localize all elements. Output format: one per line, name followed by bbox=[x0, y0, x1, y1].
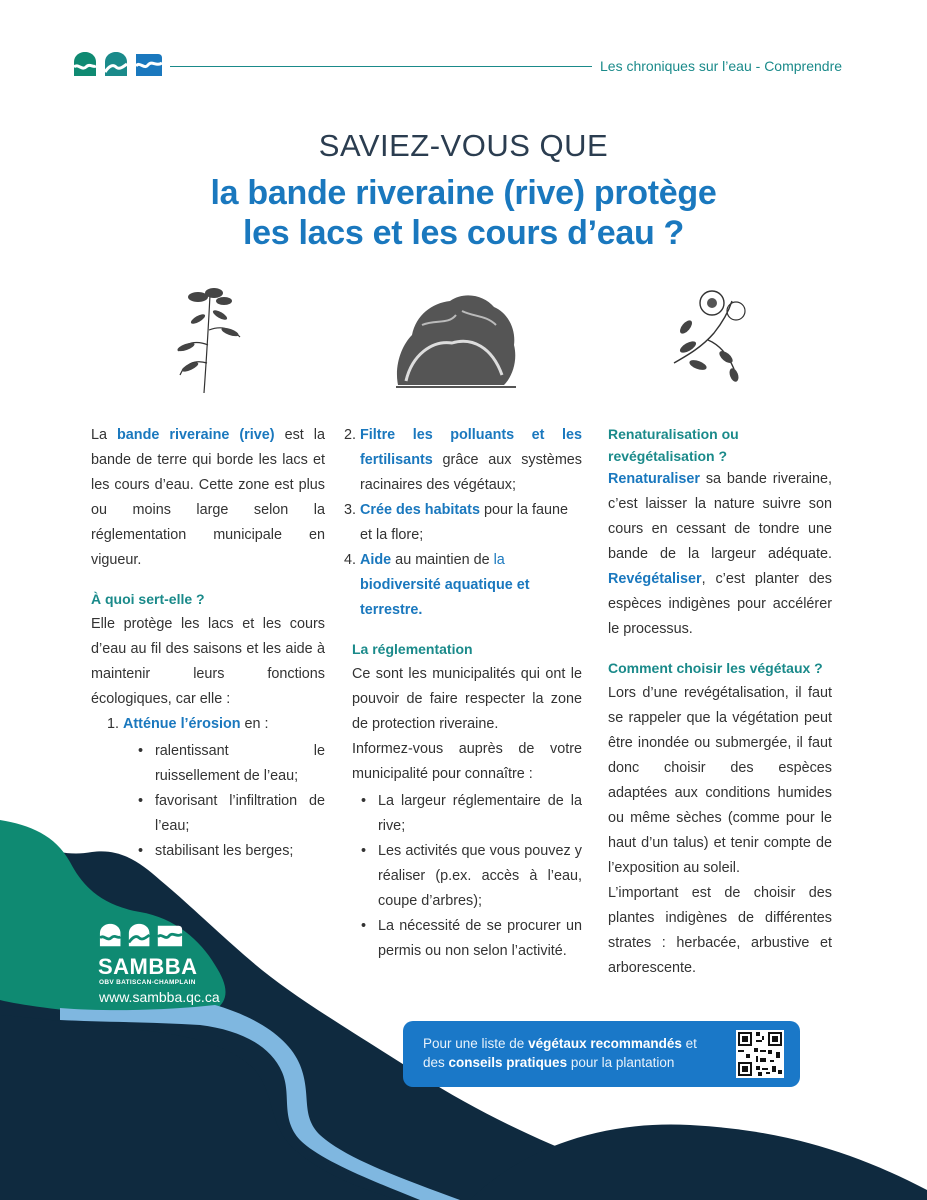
shrub-illustration bbox=[392, 285, 520, 395]
choose-paragraph-2: L’important est de choisir des plantes indigènes de différentes strates : herbacée, arbustive et arborescente. bbox=[608, 885, 832, 976]
qr-code-icon[interactable] bbox=[736, 1030, 784, 1078]
list-item-1: 1. Atténue l’érosion en : bbox=[107, 716, 269, 732]
section-heading-role: À quoi sert-elle ? bbox=[91, 591, 205, 607]
regulation-bullets bbox=[344, 789, 582, 964]
erosion-bullets bbox=[91, 739, 325, 864]
title-line-1: la bande riveraine (rive) protège bbox=[210, 174, 717, 212]
list-item: • favorisant l’infiltration de l’eau; bbox=[129, 789, 325, 839]
renaturalisation-paragraph: Renaturaliser sa bande riveraine, c’est laisser la nature suivre son cours en cessant de tondre une bande de la largeur adéquate. Revégétaliser, c’est planter des espèces indigènes pour accélérer le processus. bbox=[608, 471, 832, 637]
choose-paragraph-1: Lors d’une revégétalisation, il faut se rappeler que la végétation peut être inondée ou submergée, il faut donc choisir des espèces adaptées aux conditions humides ou même sèches (comme pour le haut d’un talus) et tenir compte de l’exposition au soleil. bbox=[608, 685, 832, 876]
column-3 bbox=[608, 423, 832, 981]
herb-illustration bbox=[168, 285, 248, 395]
resources-callout[interactable] bbox=[403, 1021, 800, 1087]
sambba-logo-icon bbox=[72, 50, 164, 80]
sambba-brand-logo-icon bbox=[98, 922, 184, 950]
list-item-2: 2. Filtre les polluants et les fertilisants grâce aux systèmes racinaires des végétaux; bbox=[344, 427, 582, 493]
regulation-paragraph-1: Ce sont les municipalités qui ont le pouvoir de faire respecter la zone de protection riveraine. bbox=[352, 666, 582, 732]
term-bande-riveraine: bande riveraine (rive) bbox=[117, 427, 275, 443]
brand-url-link[interactable]: www.sambba.qc.ca bbox=[99, 989, 220, 1005]
role-paragraph: Elle protège les lacs et les cours d’eau au fil des saisons et les aide à maintenir leurs fonctions écologiques, car elle : bbox=[91, 616, 325, 707]
callout-text: Pour une liste de végétaux recommandés et des conseils pratiques pour la plantation bbox=[423, 1036, 697, 1070]
section-heading-renaturalisation: Renaturalisation ou revégétalisation ? bbox=[608, 426, 739, 464]
list-item-3: 3. Crée des habitats pour la faune et la flore; bbox=[344, 502, 568, 543]
kicker-heading: SAVIEZ-VOUS QUE bbox=[318, 128, 609, 163]
brand-name: SAMBBA bbox=[98, 954, 198, 979]
tree-branch-illustration bbox=[668, 285, 758, 395]
section-heading-choose: Comment choisir les végétaux ? bbox=[608, 660, 823, 676]
list-item: • stabilisant les berges; bbox=[129, 839, 325, 864]
column-2 bbox=[344, 423, 582, 964]
regulation-paragraph-2: Informez-vous auprès de votre municipalité pour connaître : bbox=[352, 741, 582, 782]
intro-paragraph: La bande riveraine (rive) est la bande de terre qui borde les lacs et les cours d’eau. Cette zone est plus ou moins large selon la réglementation municipale en vigueur. bbox=[91, 427, 325, 568]
list-item: • La nécessité de se procurer un permis ou non selon l’activité. bbox=[352, 914, 582, 964]
section-heading-regulation: La réglementation bbox=[352, 641, 473, 657]
series-title: Les chroniques sur l’eau - Comprendre bbox=[600, 58, 843, 74]
title-line-2: les lacs et les cours d’eau ? bbox=[242, 214, 685, 252]
list-item-4: 4. Aide au maintien de la biodiversité aquatique et terrestre. bbox=[344, 552, 530, 618]
list-item: • Les activités que vous pouvez y réaliser (p.ex. accès à l’eau, coupe d’arbres); bbox=[352, 839, 582, 914]
brand-subtitle: OBV BATISCAN-CHAMPLAIN bbox=[99, 979, 196, 986]
column-1 bbox=[91, 423, 325, 864]
list-item: • La largeur réglementaire de la rive; bbox=[352, 789, 582, 839]
list-item: • ralentissant le ruissellement de l’eau; bbox=[129, 739, 325, 789]
header-rule bbox=[170, 66, 592, 67]
